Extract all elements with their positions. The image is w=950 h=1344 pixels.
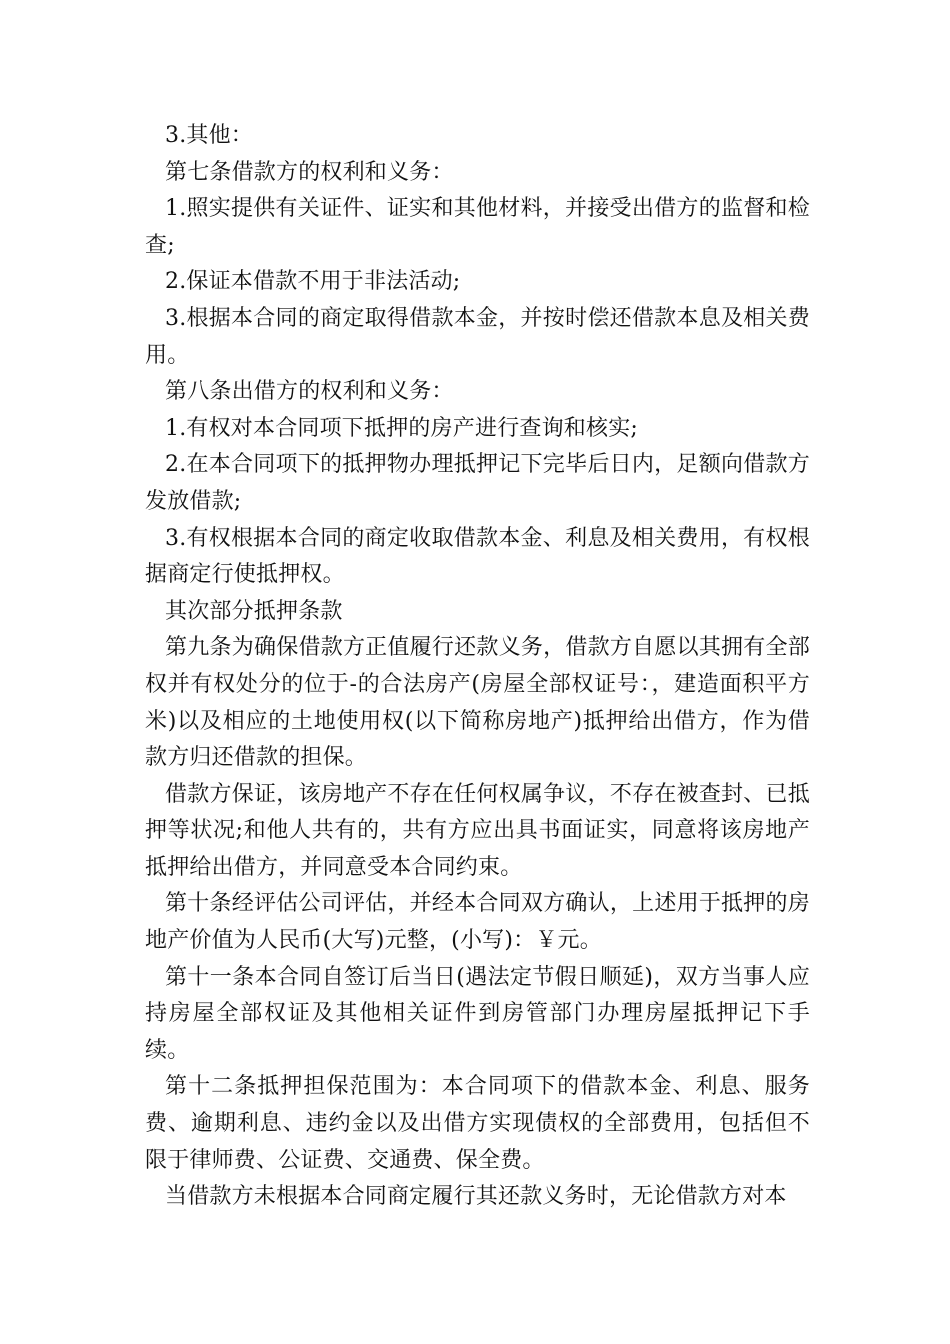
- paragraph-article-7-item-2: 2.保证本借款不用于非法活动;: [165, 269, 461, 295]
- paragraph-article-8-item-3: 3.有权根据本合同的商定收取借款本金、利息及相关费用，有权根据商定行使抵押权。: [145, 525, 810, 588]
- paragraph-article-8-heading: 第八条出借方的权利和义务：: [165, 379, 454, 405]
- paragraph-article-7-item-3: 3.根据本合同的商定取得借款本金，并按时偿还借款本息及相关费用。: [145, 305, 810, 368]
- document-body: [145, 118, 810, 1216]
- paragraph-article-8-item-1: 1.有权对本合同项下抵押的房产进行查询和核实;: [165, 415, 639, 441]
- paragraph-article-8-item-2: 2.在本合同项下的抵押物办理抵押记下完毕后日内，足额向借款方发放借款;: [145, 452, 810, 514]
- paragraph-article-9: 第九条为确保借款方正值履行还款义务，借款方自愿以其拥有全部权并有权处分的位于-的合法房产(房屋全部权证号：，建造面积平方米)以及相应的土地使用权(以下简称房地产)抵押给出借方，作为借款方归还借款的担保。: [145, 635, 810, 771]
- paragraph-default-clause: 当借款方未根据本合同商定履行其还款义务时，无论借款方对本: [165, 1184, 787, 1210]
- paragraph-article-11: 第十一条本合同自签订后当日(遇法定节假日顺延)，双方当事人应持房屋全部权证及其他相关证件到房管部门办理房屋抵押记下手续。: [145, 964, 810, 1063]
- paragraph-article-7-heading: 第七条借款方的权利和义务：: [165, 159, 454, 185]
- paragraph-article-12: 第十二条抵押担保范围为：本合同项下的借款本金、利息、服务费、逾期利息、违约金以及出借方实现债权的全部费用，包括但不限于律师费、公证费、交通费、保全费。: [145, 1074, 810, 1173]
- paragraph-other: 3.其他：: [165, 123, 253, 148]
- paragraph-part-2-heading: 其次部分抵押条款: [165, 598, 343, 624]
- paragraph-article-7-item-1: 1.照实提供有关证件、证实和其他材料，并接受出借方的监督和检查;: [145, 196, 810, 258]
- paragraph-borrower-guarantee: 借款方保证，该房地产不存在任何权属争议，不存在被查封、已抵押等状况;和他人共有的，共有方应出具书面证实，同意将该房地产抵押给出借方，并同意受本合同约束。: [145, 781, 810, 880]
- paragraph-article-10: 第十条经评估公司评估，并经本合同双方确认，上述用于抵押的房地产价值为人民币(大写)元整，(小写)：￥元。: [145, 891, 810, 954]
